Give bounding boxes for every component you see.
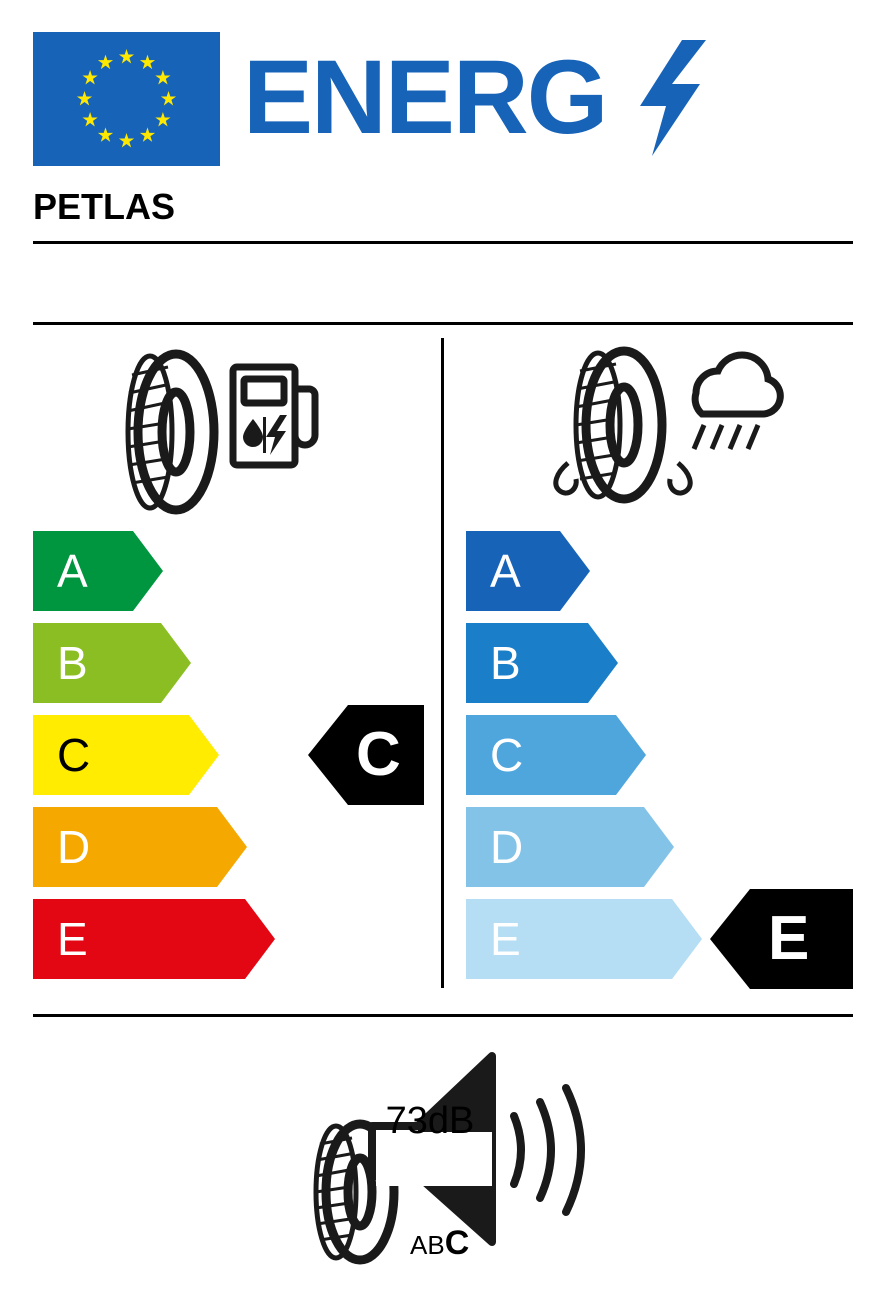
wet-grade-a-letter: A (490, 545, 521, 597)
fuel-grade-e-letter: E (57, 913, 88, 965)
noise-class-options: AB (410, 1230, 445, 1260)
water-splash-icon (556, 463, 690, 493)
fuel-grade-c (33, 715, 219, 795)
brand-name: PETLAS (33, 186, 176, 227)
eu-stars-icon (33, 32, 220, 166)
energy-wordmark-text: ENERG (243, 39, 607, 156)
wet-grade-e-letter: E (490, 913, 521, 965)
sound-waves-icon (514, 1088, 581, 1212)
rain-cloud-icon (694, 355, 780, 449)
wet-grade-d-letter: D (490, 821, 524, 873)
fuel-result-marker (308, 705, 424, 805)
fuel-pump-icon (233, 367, 315, 465)
fuel-grade-b (33, 623, 191, 703)
noise-value: 73dB (385, 1100, 475, 1142)
divider-top (33, 322, 853, 325)
lightning-bolt-icon (630, 40, 706, 156)
wet-result-marker (710, 889, 853, 989)
fuel-grade-a (33, 531, 163, 611)
fuel-grade-d (33, 807, 247, 887)
divider-vertical (441, 338, 444, 988)
fuel-result-letter: C (356, 720, 401, 789)
wet-grade-d (466, 807, 674, 887)
noise-class-selected: C (444, 1224, 470, 1262)
wet-grade-a (466, 531, 590, 611)
fuel-grade-d-letter: D (57, 821, 91, 873)
fuel-efficiency-pictogram (120, 345, 330, 520)
wet-grade-b-letter: B (490, 637, 521, 689)
fuel-grade-b-letter: B (57, 637, 88, 689)
fuel-grade-e (33, 899, 275, 979)
wet-grade-c (466, 715, 646, 795)
wet-result-letter: E (768, 904, 810, 973)
tyre-icon (576, 351, 662, 499)
divider-bottom (33, 1014, 853, 1017)
fuel-grade-c-letter: C (57, 729, 91, 781)
wet-grip-pictogram (528, 345, 788, 520)
eu-flag (33, 32, 220, 166)
wet-grade-c-letter: C (490, 729, 524, 781)
fuel-grade-a-letter: A (57, 545, 88, 597)
noise-class-scale (410, 1224, 469, 1263)
tyre-icon (128, 354, 214, 510)
wet-grade-e (466, 899, 702, 979)
divider-brand (33, 241, 853, 244)
wet-grade-b (466, 623, 618, 703)
